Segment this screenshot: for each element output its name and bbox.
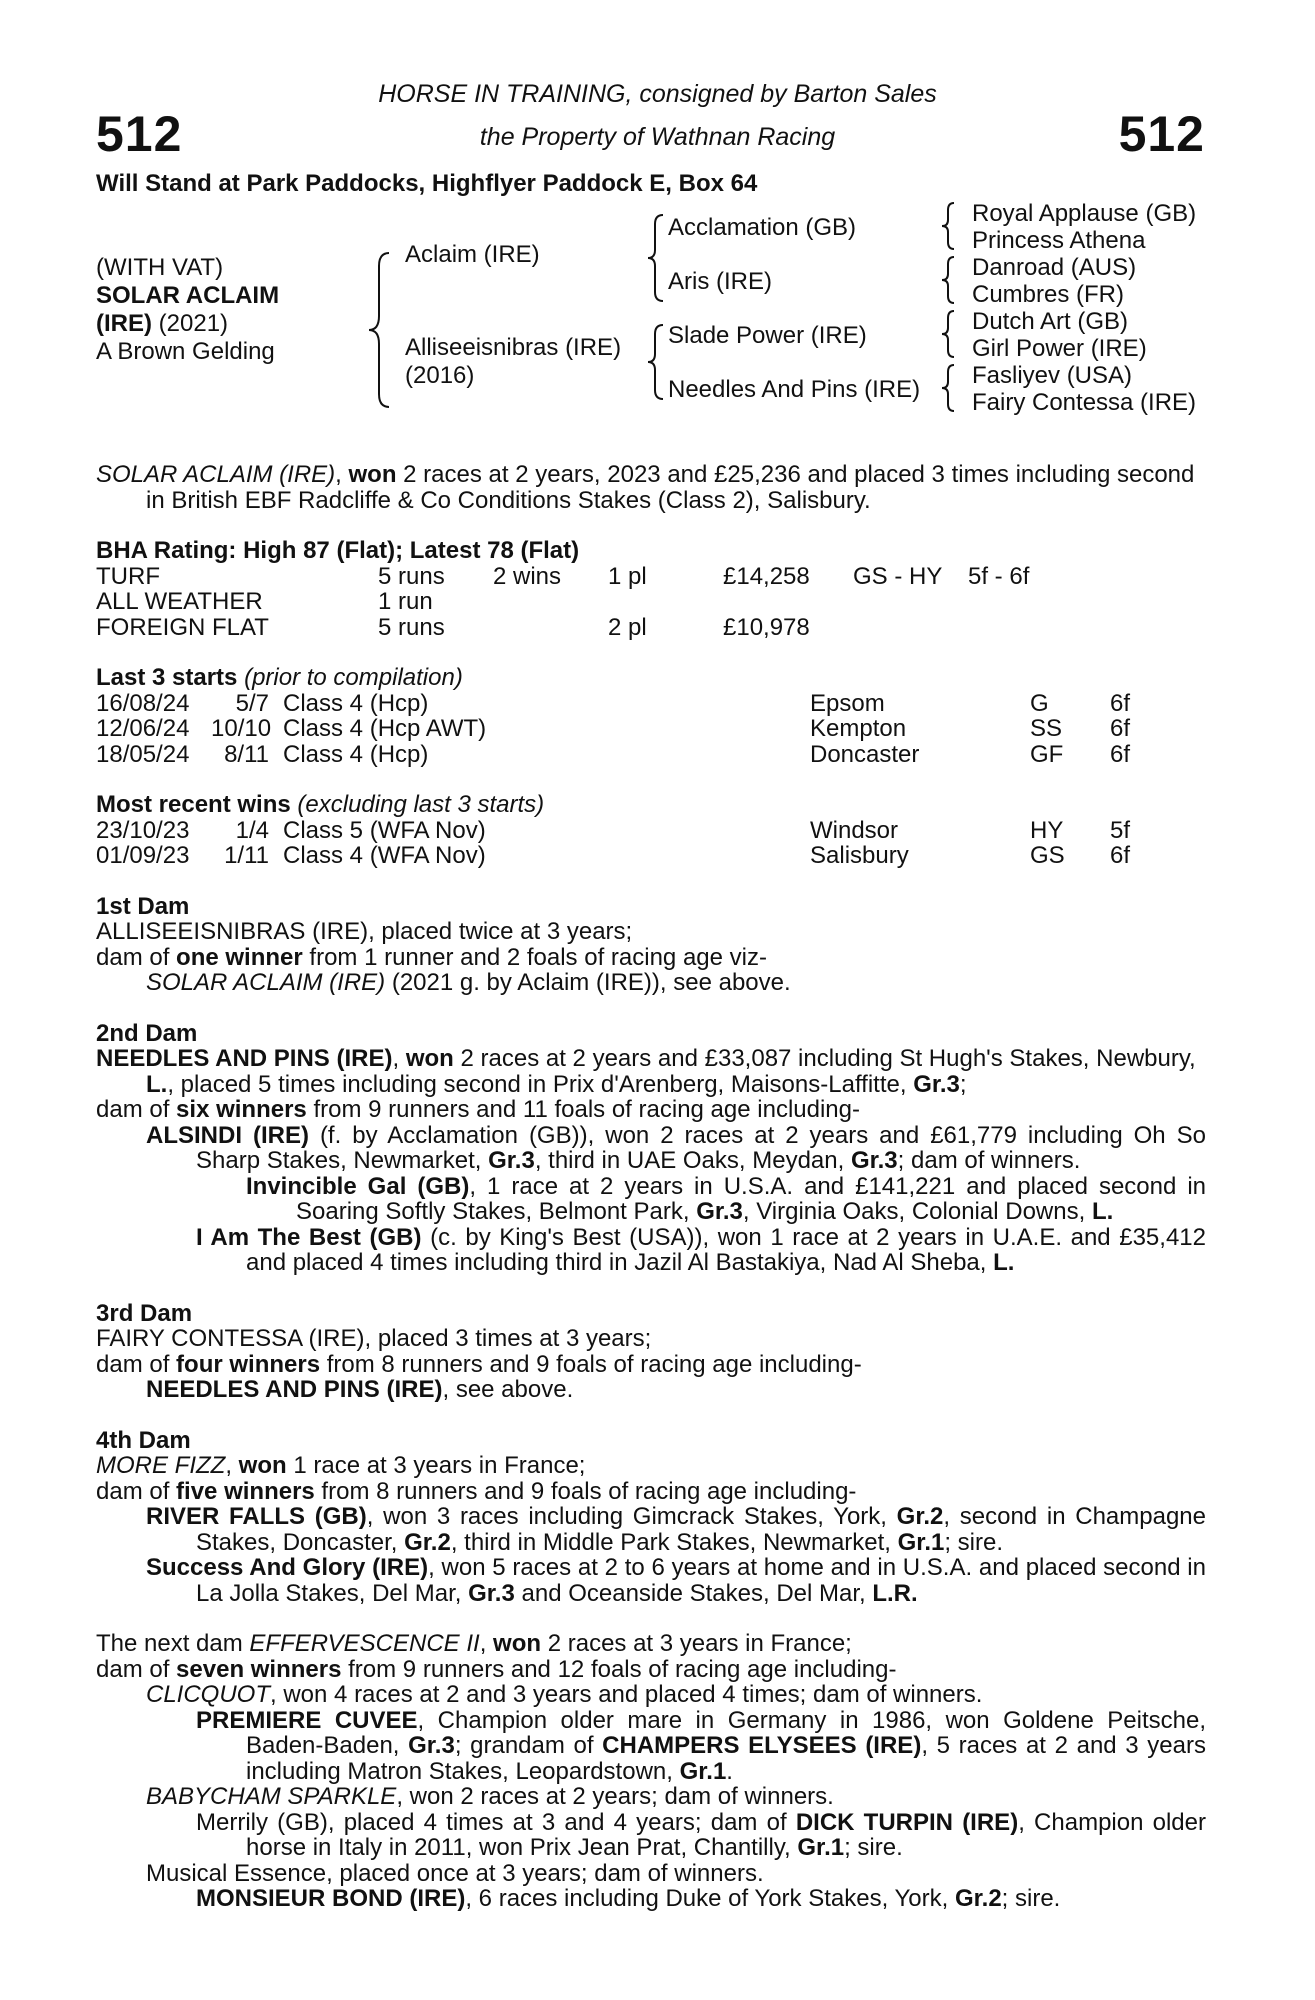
consignment-line: HORSE IN TRAINING, consigned by Barton Sales xyxy=(378,80,937,108)
property-line: the Property of Wathnan Racing xyxy=(479,123,836,151)
horse-name: SOLAR ACLAIM xyxy=(96,282,280,309)
catalogue-body xyxy=(96,462,1206,1912)
dam3-heading: 3rd Dam xyxy=(96,1299,193,1327)
lot-number-left: 512 xyxy=(96,106,183,162)
win-row: 23/10/23 1/4 Class 5 (WFA Nov) Windsor HY 5f xyxy=(96,816,1131,844)
dam4-record: MORE FIZZ, won 1 race at 3 years in France; xyxy=(96,1452,586,1479)
pedigree-sire-sire: Acclamation (GB) xyxy=(668,214,857,241)
start-row: 16/08/24 5/7 Class 4 (Hcp) Epsom G 6f xyxy=(96,689,1131,717)
pedigree-brace-g1 xyxy=(940,200,958,252)
lot-number-right: 512 xyxy=(1118,106,1205,162)
rating-row-all-weather: ALL WEATHER 1 run xyxy=(96,588,433,615)
pedigree-g6: Girl Power (IRE) xyxy=(972,335,1147,362)
dam4-produce-success-and-glory: Success And Glory (IRE), won 5 races at 2 to 6 years at home and in U.S.A. and placed second in La Jolla Stakes, Del Mar, Gr.3 and Oceanside Stakes, Del Mar, L.R. xyxy=(146,1554,1206,1607)
dam1-line1: ALLISEEISNIBRAS (IRE), placed twice at 3 years; xyxy=(96,918,633,945)
dam1-line2: dam of one winner from 1 runner and 2 foals of racing age viz- xyxy=(96,943,767,971)
pedigree-brace-g4 xyxy=(940,362,958,414)
stand-location: Will Stand at Park Paddocks, Highflyer Paddock E, Box 64 xyxy=(96,170,758,197)
pedigree-g2: Princess Athena xyxy=(972,227,1146,254)
dam3-line1: FAIRY CONTESSA (IRE), placed 3 times at 3 years; xyxy=(96,1325,652,1352)
pedigree-g7: Fasliyev (USA) xyxy=(972,362,1133,389)
pedigree-g8: Fairy Contessa (IRE) xyxy=(972,389,1197,416)
pedigree-sire-dam: Aris (IRE) xyxy=(668,268,772,295)
next-dam-produce-babycham-sparkle: BABYCHAM SPARKLE, won 2 races at 2 years; dam of winners. xyxy=(146,1783,834,1810)
dam2-produce-alsindi: ALSINDI (IRE) (f. by Acclamation (GB)), won 2 races at 2 years and £61,779 including Oh So Sharp Stakes, Newmarket, Gr.3, third in UAE Oaks, Meydan, Gr.3; dam of winners. xyxy=(146,1121,1206,1174)
pedigree-dam: Alliseeisnibras (IRE) xyxy=(405,334,622,361)
dam2-produce-i-am-the-best: I Am The Best (GB) (c. by King's Best (USA)), won 1 race at 2 years in U.A.E. and £35,412 and placed 4 times including third in Jazil Al Bastakiya, Nad Al Sheba, L. xyxy=(196,1223,1206,1276)
next-dam-produce-premiere-cuvee: PREMIERE CUVEE, Champion older mare in Germany in 1986, won Goldene Peitsche, Baden-Baden, Gr.3; grandam of CHAMPERS ELYSEES (IRE), 5 races at 2 and 3 years including Matron Stakes, Leopardstown, Gr.1. xyxy=(196,1706,1207,1785)
next-dam-produce-monsieur-bond: MONSIEUR BOND (IRE), 6 races including Duke of York Stakes, York, Gr.2; sire. xyxy=(196,1885,1061,1912)
dam1-heading: 1st Dam xyxy=(96,892,190,920)
dam1-line3: SOLAR ACLAIM (IRE) (2021 g. by Aclaim (IRE)), see above. xyxy=(146,969,791,996)
pedigree-dam-sire: Slade Power (IRE) xyxy=(668,322,867,349)
dam2-produce-line: dam of six winners from 9 runners and 11 foals of racing age including- xyxy=(96,1096,860,1123)
pedigree-brace-sire xyxy=(645,212,667,304)
pedigree-dam-dam: Needles And Pins (IRE) xyxy=(668,376,921,403)
pedigree-g4: Cumbres (FR) xyxy=(972,281,1125,308)
start-row: 12/06/24 10/10 Class 4 (Hcp AWT) Kempton SS 6f xyxy=(96,715,1131,742)
pedigree-g1: Royal Applause (GB) xyxy=(972,200,1197,227)
next-dam-produce-clicquot: CLICQUOT, won 4 races at 2 and 3 years and placed 4 times; dam of winners. xyxy=(146,1681,983,1708)
next-dam-record: The next dam EFFERVESCENCE II, won 2 races at 3 years in France; xyxy=(96,1630,852,1657)
dam4-produce-line: dam of five winners from 8 runners and 9 foals of racing age including- xyxy=(96,1477,857,1505)
pedigree-sire: Aclaim (IRE) xyxy=(405,241,540,268)
recent-wins-heading: Most recent wins (excluding last 3 starts) xyxy=(96,791,545,818)
next-dam-produce-line: dam of seven winners from 9 runners and 12 foals of racing age including- xyxy=(96,1655,897,1683)
dam4-produce-river-falls: RIVER FALLS (GB), won 3 races including Gimcrack Stakes, York, Gr.2, second in Champagne Stakes, Doncaster, Gr.2, third in Middle Park Stakes, Newmarket, Gr.1; sire. xyxy=(146,1503,1207,1556)
race-summary: SOLAR ACLAIM (IRE), won 2 races at 2 years, 2023 and £25,236 and placed 3 times including second in British EBF Radcliffe & Co Conditions Stakes (Class 2), Salisbury. xyxy=(96,461,1195,514)
dam3-line3: NEEDLES AND PINS (IRE), see above. xyxy=(146,1376,574,1403)
next-dam-produce-musical-essence: Musical Essence, placed once at 3 years; dam of winners. xyxy=(146,1859,764,1887)
pedigree-g5: Dutch Art (GB) xyxy=(972,308,1129,335)
rating-heading: BHA Rating: High 87 (Flat); Latest 78 (Flat) xyxy=(96,537,580,564)
start-row: 18/05/24 8/11 Class 4 (Hcp) Doncaster GF 6f xyxy=(96,740,1131,768)
pedigree-brace-g3 xyxy=(940,308,958,360)
rating-row-turf: TURF 5 runs 2 wins 1 pl £14,258 GS - HY 5f - 6f xyxy=(96,562,1030,590)
last3-heading: Last 3 starts (prior to compilation) xyxy=(96,664,463,691)
pedigree-g3: Danroad (AUS) xyxy=(972,254,1137,281)
dam2-record: NEEDLES AND PINS (IRE), won 2 races at 2 years and £33,087 including St Hugh's Stakes, Newbury, L., placed 5 times including second in Prix d'Arenberg, Maisons-Laffitte, Gr.3; xyxy=(96,1045,1196,1098)
horse-description: A Brown Gelding xyxy=(96,338,275,365)
pedigree-brace-dam xyxy=(645,322,667,402)
dam3-line2: dam of four winners from 8 runners and 9 foals of racing age including- xyxy=(96,1350,862,1378)
dam2-produce-invincible-gal: Invincible Gal (GB), 1 race at 2 years in U.S.A. and £141,221 and placed second in Soaring Softly Stakes, Belmont Park, Gr.3, Virginia Oaks, Colonial Downs, L. xyxy=(246,1172,1207,1225)
vat-note: (WITH VAT) xyxy=(96,254,224,281)
win-row: 01/09/23 1/11 Class 4 (WFA Nov) Salisbury GS 6f xyxy=(96,842,1131,869)
pedigree-brace-g2 xyxy=(940,254,958,306)
rating-row-foreign-flat: FOREIGN FLAT 5 runs 2 pl £10,978 xyxy=(96,613,810,641)
next-dam-produce-merrily: Merrily (GB), placed 4 times at 3 and 4 years; dam of DICK TURPIN (IRE), Champion older horse in Italy in 2011, won Prix Jean Prat, Chantilly, Gr.1; sire. xyxy=(196,1808,1206,1861)
dam4-heading: 4th Dam xyxy=(96,1426,191,1454)
horse-origin-year: (IRE) (2021) xyxy=(96,310,229,337)
pedigree-brace-main xyxy=(365,250,395,410)
dam2-heading: 2nd Dam xyxy=(96,1019,198,1047)
pedigree-dam-year: (2016) xyxy=(405,362,475,389)
